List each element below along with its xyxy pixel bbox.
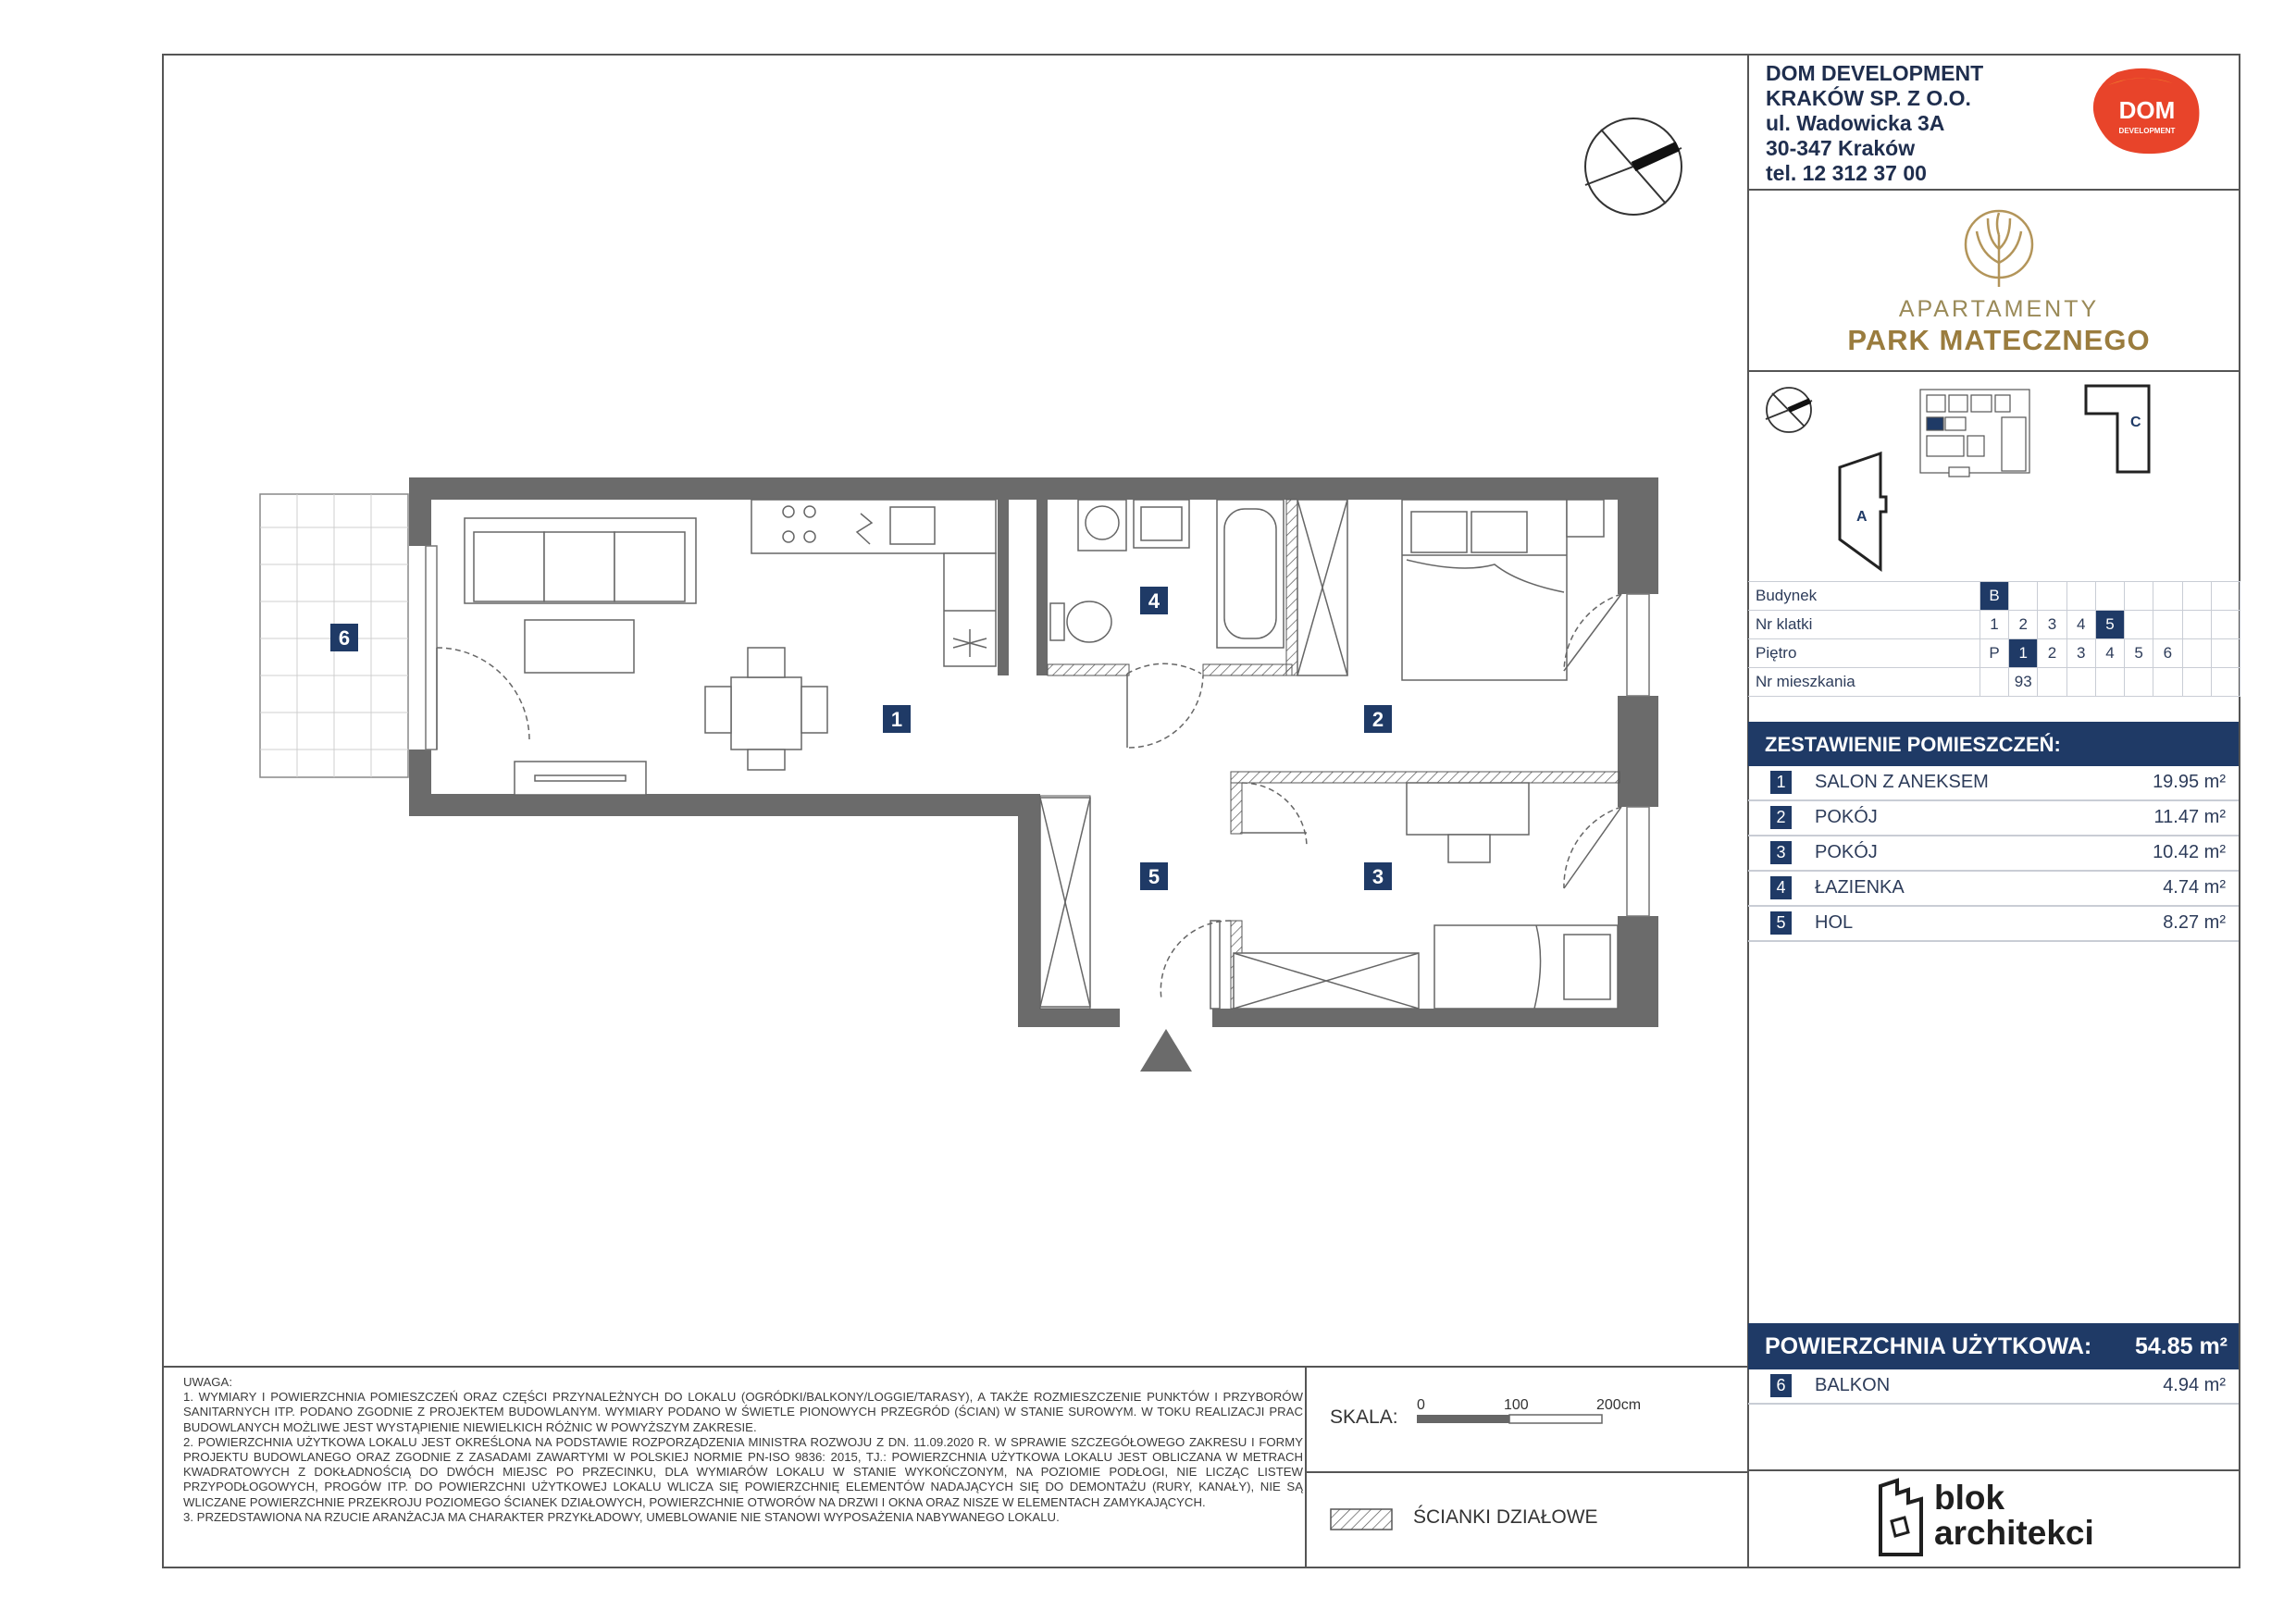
architect-line-1: blok xyxy=(1934,1479,2005,1517)
room-row xyxy=(1748,872,2239,907)
bedroom-3-furniture xyxy=(1210,783,1618,1009)
location-cell xyxy=(2211,582,2240,611)
company-info xyxy=(1766,61,1983,186)
location-cell xyxy=(2095,668,2124,697)
location-cell xyxy=(2211,668,2240,697)
location-cell: 4 xyxy=(2066,611,2095,639)
location-cell: 5 xyxy=(2095,611,2124,639)
location-cell: 3 xyxy=(2066,639,2095,668)
company-line-1: DOM DEVELOPMENT xyxy=(1766,61,1984,85)
location-cell: 2 xyxy=(2038,639,2066,668)
scale-divider xyxy=(1305,1366,1307,1568)
location-cell: 93 xyxy=(2009,668,2038,697)
location-row-label: Nr mieszkania xyxy=(1748,668,1980,697)
project-logo-line-2: PARK MATECZNEGO xyxy=(1847,324,2151,356)
bathroom-fixtures xyxy=(1050,500,1347,675)
balcony-row xyxy=(1748,1369,2239,1405)
site-plan xyxy=(1749,375,2240,578)
room-area: 19.95 m² xyxy=(2153,772,2226,792)
location-cell: P xyxy=(1980,639,2008,668)
logo-divider xyxy=(1747,370,2240,372)
company-line-2: KRAKÓW SP. Z O.O. xyxy=(1766,86,1971,110)
location-row-label: Nr klatki xyxy=(1748,611,1980,639)
usable-area-label: POWIERZCHNIA UŻYTKOWA: xyxy=(1765,1333,2092,1359)
balcony-name: BALKON xyxy=(1815,1375,1891,1395)
room-number: 3 xyxy=(1770,841,1792,864)
site-compass-icon xyxy=(1766,388,1812,432)
location-cell: 2 xyxy=(2009,611,2038,639)
location-table xyxy=(1748,581,2240,697)
north-compass-icon xyxy=(1585,118,1682,215)
notes-title: UWAGA: xyxy=(183,1375,232,1389)
location-cell xyxy=(2038,582,2066,611)
architect-line-2: architekci xyxy=(1934,1514,2094,1552)
location-cell xyxy=(2182,582,2211,611)
svg-text:200cm: 200cm xyxy=(1596,1397,1642,1413)
location-cell xyxy=(1980,668,2008,697)
location-row-label: Budynek xyxy=(1748,582,1980,611)
room-area: 8.27 m² xyxy=(2163,912,2226,933)
room-name: HOL xyxy=(1815,912,1854,933)
svg-text:100: 100 xyxy=(1504,1397,1529,1413)
partition-legend-icon xyxy=(1330,1508,1393,1530)
scale-bar xyxy=(1411,1393,1717,1448)
location-row xyxy=(1748,668,2240,697)
notes-divider xyxy=(162,1366,1748,1368)
room-name: POKÓJ xyxy=(1815,807,1878,827)
location-row xyxy=(1748,582,2240,611)
note-item: 1. WYMIARY I POWIERZCHNIA POMIESZCZEŃ ORAZ CZĘŚCI PRZYNALEŻNYCH DO LOKALU (OGRÓDKI/BALKONY/LOGGIE/TARASY), A TAKŻE ROZMIESZCZENIE PUNKTÓW I PRZYBORÓW SANITARNYCH ITP. PODANO ZGODNIE Z PROJEKTEM BUDOWLANYM. WYMIARY PODANO W ŚWIETLE PIONOWYCH PRZEGRÓD (ŚCIAN) W STANIE SUROWYM. W TOKU REALIZACJI PRAC BUDOWLANYCH MOŻLIWE JEST WYSTĄPIENIE NIEWIELKICH RÓŻNIC W POWYŻSZYM ZAKRESIE. xyxy=(183,1390,1303,1434)
location-cell xyxy=(2125,611,2153,639)
room-area: 11.47 m² xyxy=(2153,807,2226,827)
location-cell xyxy=(2211,611,2240,639)
svg-text:0: 0 xyxy=(1417,1397,1425,1413)
note-item: 3. PRZEDSTAWIONA NA RZUCIE ARANŻACJA MA CHARAKTER PRZYKŁADOWY, UMEBLOWANIE NIE STANOWI WYPOSAŻENIA NABYWANEGO LOKALU. xyxy=(183,1509,1060,1524)
location-cell: B xyxy=(1980,582,2008,611)
plan-label-2: 2 xyxy=(1371,708,1384,731)
room-row xyxy=(1748,801,2239,836)
blok-architekci-logo-icon xyxy=(1877,1477,1925,1556)
location-row xyxy=(1748,639,2240,668)
room-area: 10.42 m² xyxy=(2153,842,2226,862)
svg-text:C: C xyxy=(2130,415,2141,430)
room-name: SALON Z ANEKSEM xyxy=(1815,772,1989,792)
plan-label-4: 4 xyxy=(1148,589,1160,613)
usable-area-bar xyxy=(1748,1323,2239,1369)
company-line-3: ul. Wadowicka 3A xyxy=(1766,111,1945,135)
location-cell xyxy=(2038,668,2066,697)
notes xyxy=(183,1375,1303,1525)
plan-label-6: 6 xyxy=(338,626,351,650)
dom-development-logo xyxy=(2090,67,2204,155)
svg-text:DOM: DOM xyxy=(2118,96,2176,124)
location-cell: 6 xyxy=(2153,639,2182,668)
location-cell: 5 xyxy=(2125,639,2153,668)
rooms-header-text: ZESTAWIENIE POMIESZCZEŃ: xyxy=(1765,733,2061,756)
room-row xyxy=(1748,836,2239,872)
location-cell xyxy=(2153,582,2182,611)
location-cell: 1 xyxy=(2009,639,2038,668)
kitchen-counter xyxy=(751,500,996,666)
location-cell xyxy=(2153,668,2182,697)
location-cell xyxy=(2125,582,2153,611)
location-cell xyxy=(2211,639,2240,668)
bedroom-2-furniture xyxy=(1402,500,1604,680)
room-name: ŁAZIENKA xyxy=(1815,877,1905,898)
plan-label-1: 1 xyxy=(890,708,903,731)
balcony-number: 6 xyxy=(1770,1374,1792,1397)
project-logo-line-1: APARTAMENTY xyxy=(1898,296,2100,322)
room-number: 5 xyxy=(1770,911,1792,935)
location-cell xyxy=(2095,582,2124,611)
room-row xyxy=(1748,766,2239,801)
plan-label-5: 5 xyxy=(1148,865,1160,888)
hall-wardrobe xyxy=(1040,798,1090,1007)
location-cell xyxy=(2182,611,2211,639)
usable-area-value: 54.85 m² xyxy=(2134,1333,2228,1359)
location-cell xyxy=(2182,639,2211,668)
architect-name xyxy=(1934,1481,2094,1551)
room-number: 4 xyxy=(1770,876,1792,899)
room-number: 1 xyxy=(1770,771,1792,794)
location-cell: 3 xyxy=(2038,611,2066,639)
location-cell xyxy=(2066,668,2095,697)
note-item: 2. POWIERZCHNIA UŻYTKOWA LOKALU JEST OKREŚLONA NA PODSTAWIE ROZPORZĄDZENIA MINISTRA ROZWOJU Z DN. 11.09.2020 R. W SPRAWIE SZCZEGÓŁOWEGO ZAKRESU I FORMY PROJEKTU BUDOWLANEGO ORAZ ZGODNIE Z ZASADAMI ZAWARTYMI W POLSKIEJ NORMIE PN-ISO 9836: 2015, TJ.: POWIERZCHNIA UŻYTKOWA LOKALU JEST OBLICZANA W METRACH KWADRATOWYCH Z DOKŁADNOŚCIĄ DO DWÓCH MIEJSC PO PRZECINKU, DLA WYMIARÓW LOKALU W STANIE WYKOŃCZONYM, NA POZIOMIE PODŁOGI, NIE LICZĄC LISTEW PRZYPODŁOGOWYCH, PROGÓW ITP. DO POWIERZCHNI UŻYTKOWEJ LOKALU WLICZA SIĘ POWIERZCHNIĘ ELEMENTÓW NADAJĄCYCH SIĘ DO DEMONTAŻU (RURY, KANAŁY), NIE SĄ WLICZANE POWIERZCHNIE PRZEKROJU POZIOMEGO ŚCIANEK DZIAŁOWYCH, POWIERZCHNIE OTWORÓW NA DRZWI I OKNA ORAZ NISZE W ELEMENTACH ZAMYKAJĄCYCH. xyxy=(183,1434,1303,1509)
location-cell xyxy=(2182,668,2211,697)
rooms-list xyxy=(1748,766,2239,942)
company-line-5: tel. 12 312 37 00 xyxy=(1766,161,1927,185)
company-divider xyxy=(1747,189,2240,191)
entrance-arrow-icon xyxy=(1140,1029,1192,1072)
plan-label-3: 3 xyxy=(1371,865,1384,888)
location-cell xyxy=(2125,668,2153,697)
location-row-label: Piętro xyxy=(1748,639,1980,668)
scale-legend-divider xyxy=(1305,1471,1748,1473)
room-area: 4.74 m² xyxy=(2163,877,2226,898)
svg-text:A: A xyxy=(1856,509,1868,525)
location-cell: 1 xyxy=(1980,611,2008,639)
svg-text:DEVELOPMENT: DEVELOPMENT xyxy=(2118,127,2176,135)
partition-legend-label: ŚCIANKI DZIAŁOWE xyxy=(1413,1506,1598,1528)
location-row xyxy=(1748,611,2240,639)
rooms-header xyxy=(1748,722,2239,766)
balcony-area: 4.94 m² xyxy=(2163,1375,2226,1395)
location-cell xyxy=(2009,582,2038,611)
room-number: 2 xyxy=(1770,806,1792,829)
room-name: POKÓJ xyxy=(1815,842,1878,862)
room-row xyxy=(1748,907,2239,942)
scale-label: SKALA: xyxy=(1330,1406,1398,1428)
location-cell xyxy=(2153,611,2182,639)
company-line-4: 30-347 Kraków xyxy=(1766,136,1916,160)
location-cell: 4 xyxy=(2095,639,2124,668)
living-furniture xyxy=(465,518,827,795)
balcony-divider xyxy=(1747,1469,2240,1471)
park-tree-logo-icon xyxy=(1962,207,2036,291)
location-cell xyxy=(2066,582,2095,611)
